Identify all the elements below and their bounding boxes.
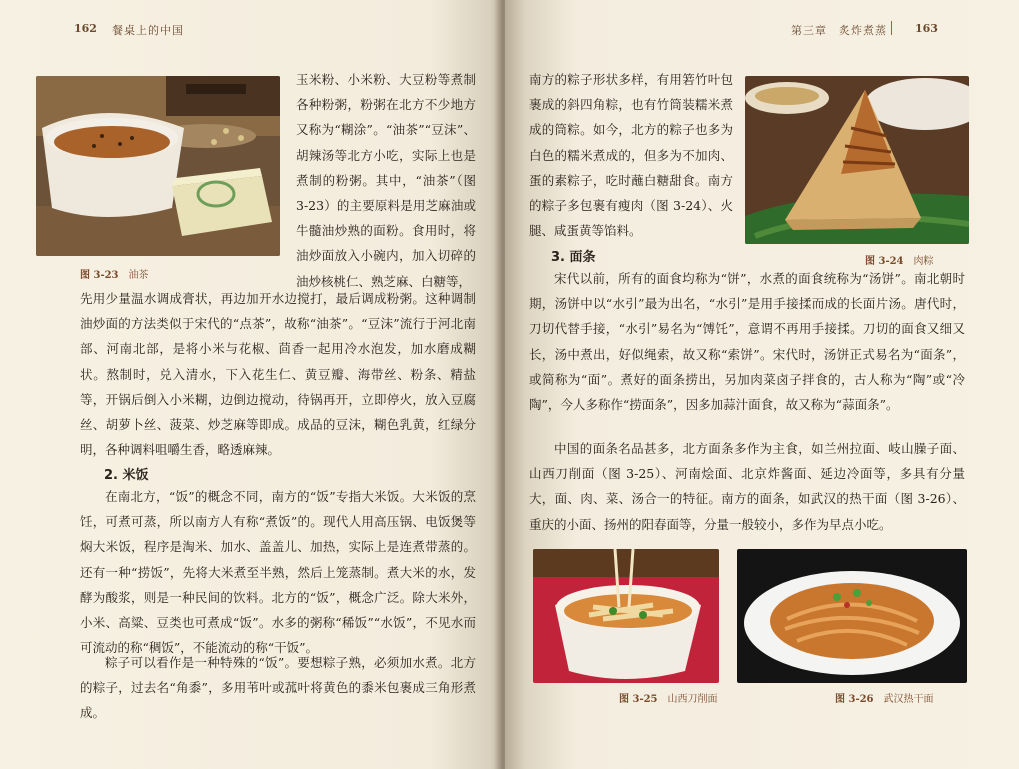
running-title: 餐桌上的中国 [112,24,184,37]
figure-title: 油茶 [128,270,149,281]
rouzong-illustration [745,76,969,244]
page-number-right: 163 [915,22,938,35]
reganmian-illustration [737,549,967,683]
photo-rouzong [745,76,969,244]
photo-youcha [36,76,280,256]
figure-number: 图 3-25 [619,694,658,705]
photo-daoxiaomian [533,549,719,683]
section-title-rice: 2. 米饭 [104,468,149,483]
figure-title: 肉粽 [913,256,934,267]
figure-number: 图 3-26 [835,694,874,705]
paragraph-fenzhou: 玉米粉、小米粉、大豆粉等煮制各种粉粥，粉粥在北方不少地方又称为“糊涂”。“油茶”“豆沫”、胡辣汤等北方小吃，实际上也是煮制的粉粥。其中，“油茶”（图 3-23）的主要原料是用芝麻油或牛髓油炒熟的面粉。食用时，将油炒面放入小碗内，加入切碎的油炒核桃仁、熟芝麻、白糖等， [296,72,476,289]
figure-caption-3-24 [865,252,934,267]
right-page [505,0,1019,769]
left-page [0,0,505,769]
paragraph-noodles-history: 宋代以前，所有的面食均称为“饼”，水煮的面食统称为“汤饼”。南北朝时期，汤饼中以“水引”最为出名，“水引”是用手接揉而成的长面片汤。唐代时，刀切代替手接，“水引”易名为“馎饦”，意谓不再用手接揉。刀切的面食又细又长，汤中煮出，好似绳索，故又称“索饼”。宋代时，汤饼正式易名为“面条”，或简称为“面”。煮好的面条捞出，另加肉菜卤子拌食的，古人称为“陶”或“冷陶”，今人多称作“捞面条”，因多加蒜汁面食，故又称为“蒜面条”。 [529,271,965,413]
photo-reganmian [737,549,967,683]
header-separator [891,21,892,35]
figure-caption-3-25 [619,690,718,705]
figure-title: 山西刀削面 [667,694,718,705]
paragraph-youcha-doumo: 先用少量温水调成膏状，再边加开水边搅打，最后调成粉粥。这种调制油炒面的方法类似于宋代的“点茶”，故称“油茶”。“豆沫”流行于河北南部、河南北部，是将小米与花椒、茴香一起用冷水泡发，加水磨成糊状。熬制时，兑入清水，下入花生仁、黄豆瓣、海带丝、粉条、精盐等，开锅后倒入小米糊，边倒边搅动，待锅再开，立即停火，放入豆腐丝、胡萝卜丝、菠菜、炒芝麻等即成。成品的豆沫，糊色乳黄，红绿分明，各种调料咀嚼生香，略透麻辣。 [80,291,476,458]
figure-caption-3-23 [80,266,149,281]
daoxiaomian-illustration [533,549,719,683]
figure-number: 图 3-23 [80,270,119,281]
section-title-noodles: 3. 面条 [551,250,596,265]
youcha-illustration [36,76,280,256]
chapter-title: 第三章 炙炸煮蒸 [791,24,887,37]
paragraph-zongzi: 粽子可以看作是一种特殊的“饭”。要想粽子熟，必须加水煮。北方的粽子，过去名“角黍”，多用苇叶或菰叶将黄色的黍米包裹成三角形煮成。 [80,655,476,721]
paragraph-noodles-varieties: 中国的面条名品甚多，北方面条多作为主食，如兰州拉面、岐山臊子面、山西刀削面（图 3-25）、河南烩面、北京炸酱面、延边冷面等，多具有分量大，面、肉、菜、汤合一的特征。南方的面条，如武汉的热干面（图 3-26）、重庆的小面、扬州的阳春面等，分量一般较小，多作为早点小吃。 [529,441,965,532]
page-number-left: 162 [74,22,97,35]
figure-number: 图 3-24 [865,256,904,267]
paragraph-rice: 在南北方，“饭”的概念不同，南方的“饭”专指大米饭。大米饭的烹饪，可煮可蒸，所以南方人有称“煮饭”的。现代人用高压锅、电饭煲等焖大米饭，程序是淘米、加水、盖盖儿、加热，实际上是连煮带蒸的。还有一种“捞饭”，先将大米煮至半熟，然后上笼蒸制。煮大米的水，发酵为酸浆，则是一种民间的饮料。北方的“饭”，概念广泛。除大米外，小米、高粱、豆类也可煮成“饭”。水多的粥称“稀饭”“水饭”，不见水而可流动的称“稠饭”，不能流动的称“干饭”。 [80,489,476,656]
paragraph-zongzi-south: 南方的粽子形状多样，有用箬竹叶包裹成的斜四角粽，也有竹筒装糯米煮成的筒粽。如今，北方的粽子也多为白色的糯米煮成的，但多为不加肉、蛋的素粽子，吃时蘸白糖甜食。南方的粽子多包裹有瘦肉（图 3-24）、火腿、咸蛋黄等馅料。 [529,72,733,239]
figure-title: 武汉热干面 [883,694,934,705]
figure-caption-3-26 [835,690,934,705]
